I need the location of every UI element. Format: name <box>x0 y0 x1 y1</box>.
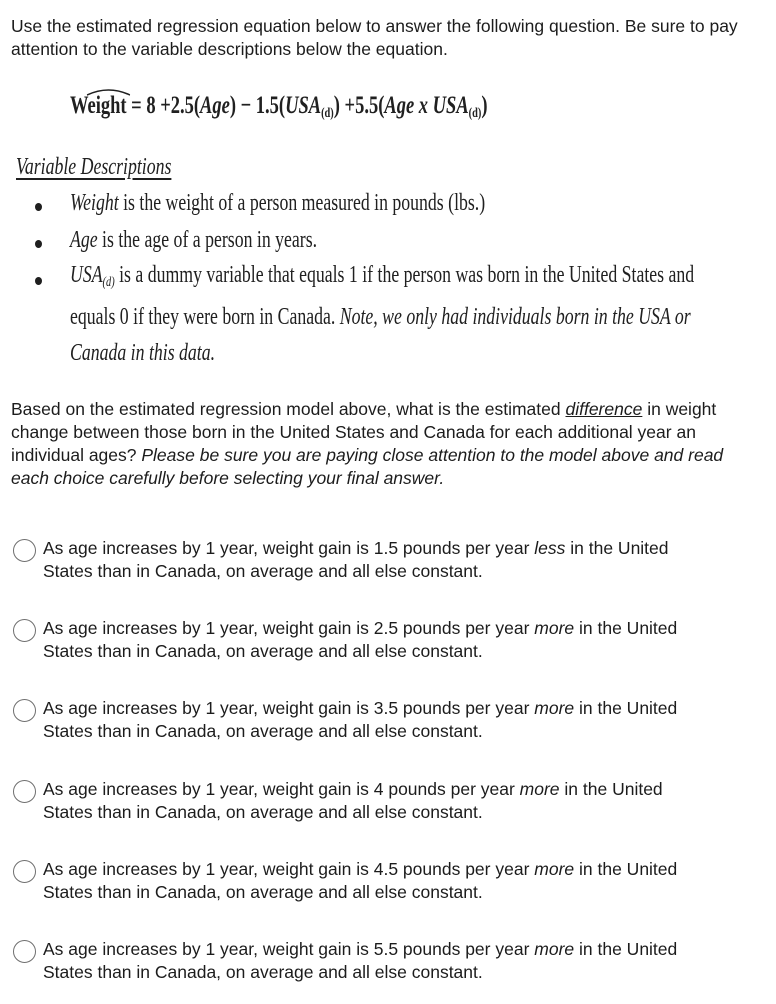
variable-note: Note, we only had individuals born in the USA or <box>339 304 691 330</box>
option-label: As age increases by 1 year, weight gain is 5.5 pounds per year more in the United States than in Canada, on average and all else constant. <box>43 939 678 982</box>
bullet-icon <box>35 203 42 211</box>
radio-button[interactable] <box>13 860 36 883</box>
bullet-icon <box>35 277 42 285</box>
question-emphasis-underlined: difference <box>565 399 643 419</box>
variable-term: Age <box>70 227 98 253</box>
question-intro: Use the estimated regression equation below to answer the following question. Be sure to pay attention to the variable descriptions below the equation. <box>11 16 738 59</box>
option-label: As age increases by 1 year, weight gain is 3.5 pounds per year more in the United States than in Canada, on average and all else constant. <box>43 698 678 741</box>
equation-usa: USA <box>285 92 322 119</box>
hat-icon <box>86 88 130 96</box>
radio-button[interactable] <box>13 539 36 562</box>
option-label: As age increases by 1 year, weight gain is 1.5 pounds per year less in the United States than in Canada, on average and all else constant. <box>43 538 669 581</box>
variable-description: is the weight of a person measured in pounds (lbs.) <box>118 190 486 216</box>
option-label: As age increases by 1 year, weight gain is 4 pounds per year more in the United States than in Canada, on average and all else constant. <box>43 779 663 822</box>
equation-subscript: (d) <box>468 106 482 121</box>
radio-button[interactable] <box>13 780 36 803</box>
variable-note: Canada in this data. <box>70 340 216 366</box>
equation-part: = 8 +2.5( <box>126 92 201 119</box>
radio-button[interactable] <box>13 940 36 963</box>
variable-descriptions-title: Variable Descriptions <box>16 154 172 180</box>
variable-description: is a dummy variable that equals 1 if the person was born in the United States and <box>114 262 695 288</box>
equation-part: ) <box>481 92 488 119</box>
radio-button[interactable] <box>13 619 36 642</box>
variable-term: USA <box>70 262 103 288</box>
variable-description: is the age of a person in years. <box>97 227 318 253</box>
option-label: As age increases by 1 year, weight gain is 4.5 pounds per year more in the United States than in Canada, on average and all else constant. <box>43 859 678 902</box>
equation-part: ) +5.5( <box>333 92 385 119</box>
equation-part: ) − 1.5( <box>229 92 286 119</box>
equation-age: Age <box>200 92 230 119</box>
variable-description: equals 0 if they were born in Canada. <box>70 304 340 330</box>
equation-interaction: Age x USA <box>384 92 469 119</box>
question-text: Based on the estimated regression model above, what is the estimated difference in weight change between those born in the United States and Canada for each additional year an individual ages? Please be sure you are paying close attention to the model above and read each choice carefully before selecting your final answer. <box>11 399 724 488</box>
question-instruction: Please be sure you are paying close attention to the model above and read each choice carefully before selecting your final answer. <box>11 445 724 488</box>
equation-subscript: (d) <box>321 106 334 121</box>
variable-subscript: (d) <box>102 275 115 290</box>
regression-equation <box>70 92 488 122</box>
radio-button[interactable] <box>13 699 36 722</box>
option-label: As age increases by 1 year, weight gain is 2.5 pounds per year more in the United States than in Canada, on average and all else constant. <box>43 618 678 661</box>
variable-term: Weight <box>70 190 119 216</box>
bullet-icon <box>35 240 42 248</box>
equation-lhs: Weight <box>70 92 127 120</box>
